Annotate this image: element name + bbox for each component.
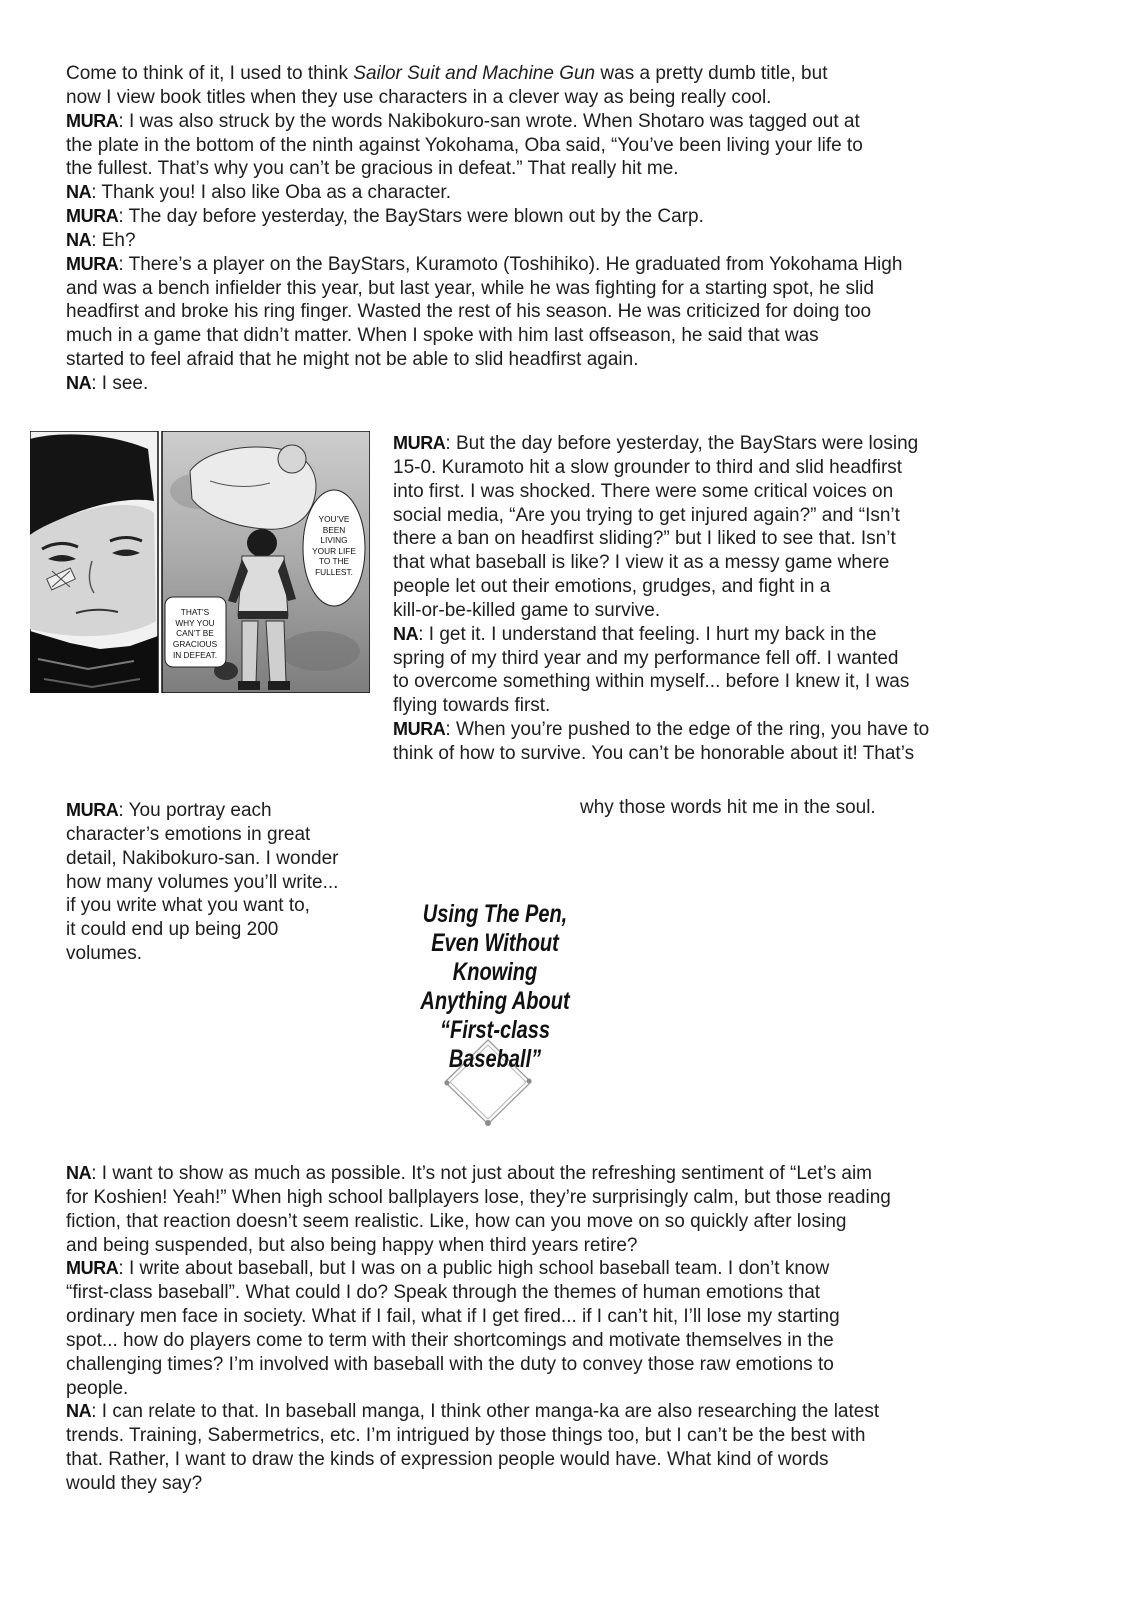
line-text: : You portray each bbox=[118, 800, 272, 821]
bottom-dialogue bbox=[66, 1162, 891, 1496]
text-line: to overcome something within myself... before I knew it, I was bbox=[393, 671, 910, 693]
line-text: was a pretty dumb title, but bbox=[595, 63, 828, 84]
speaker-label: NA bbox=[393, 623, 419, 644]
bubble-text: LIVING bbox=[320, 535, 348, 545]
text-line: volumes. bbox=[66, 943, 143, 965]
text-line bbox=[66, 62, 902, 86]
bubble-text: GRACIOUS bbox=[172, 639, 218, 649]
text-line: spot... how do players come to term with their shortcomings and motivate themselves in the bbox=[66, 1329, 834, 1351]
text-line: would they say? bbox=[66, 1472, 203, 1494]
line-text: : But the day before yesterday, the BayStars were losing bbox=[445, 433, 919, 454]
text-line bbox=[66, 229, 902, 253]
text-line: for Koshien! Yeah!” When high school ballplayers lose, they’re surprisingly calm, but those reading bbox=[66, 1186, 891, 1208]
bubble-text: YOU’VE bbox=[318, 514, 350, 524]
line-text: Come to think of it, I used to think bbox=[66, 63, 354, 84]
text-line: “first-class baseball”. What could I do? Speak through the themes of human emotions that bbox=[66, 1282, 821, 1304]
text-line bbox=[66, 1162, 891, 1186]
bubble-text: WHY YOU bbox=[175, 618, 215, 628]
text-line: the fullest. That’s why you can’t be gracious in defeat.” That really hit me. bbox=[66, 158, 679, 180]
text-line: there a ban on headfirst sliding?” but I liked to see that. Isn’t bbox=[393, 528, 896, 550]
speaker-label: NA bbox=[66, 1163, 92, 1183]
text-line: the plate in the bottom of the ninth against Yokohama, Oba said, “You’ve been living your life to bbox=[66, 134, 863, 156]
speaker-label: NA bbox=[66, 1401, 92, 1422]
book-title: Sailor Suit and Machine Gun bbox=[353, 63, 596, 84]
speaker-label: MURA bbox=[66, 1258, 119, 1279]
text-line bbox=[66, 110, 902, 134]
text-line: think of how to survive. You can’t be honorable about it! That’s bbox=[393, 742, 915, 764]
text-line bbox=[66, 253, 902, 277]
text-line bbox=[66, 205, 902, 229]
bubble-text: CAN’T BE bbox=[176, 628, 214, 638]
title-line: Knowing bbox=[452, 958, 538, 986]
line-text: : I want to show as much as possible. It’s not just about the refreshing sentiment of “Let’s aim bbox=[91, 1163, 873, 1184]
text-line: spring of my third year and my performance fell off. I wanted bbox=[393, 647, 899, 669]
title-line: Using The Pen, bbox=[422, 900, 568, 928]
text-line bbox=[393, 623, 929, 647]
text-line: how many volumes you’ll write... bbox=[66, 871, 339, 893]
line-text: : When you’re pushed to the edge of the ring, you have to bbox=[445, 719, 930, 741]
text-line bbox=[66, 372, 902, 396]
text-line: trends. Training, Sabermetrics, etc. I’m intrigued by those things too, but I can’t be the best with bbox=[66, 1425, 866, 1447]
speaker-label: MURA bbox=[66, 253, 119, 274]
speaker-label: MURA bbox=[393, 719, 446, 740]
text-line bbox=[393, 718, 929, 742]
line-text: : I see. bbox=[91, 372, 149, 394]
speaker-label: NA bbox=[66, 229, 92, 250]
speaker-label: MURA bbox=[66, 110, 119, 131]
line-text: : I write about baseball, but I was on a public high school baseball team. I don’t know bbox=[118, 1258, 830, 1280]
text-line: people let out their emotions, grudges, and fight in a bbox=[393, 576, 831, 598]
text-line: 15-0. Kuramoto hit a slow grounder to third and slid headfirst bbox=[393, 456, 903, 478]
speaker-label: MURA bbox=[66, 800, 119, 820]
text-line: social media, “Are you trying to get injured again?” and “Isn’t bbox=[393, 504, 900, 526]
text-line: challenging times? I’m involved with baseball with the duty to convey those raw emotions to bbox=[66, 1353, 834, 1375]
bubble-text: TO THE bbox=[318, 556, 350, 566]
manga-panel-image bbox=[30, 431, 370, 693]
text-line bbox=[393, 432, 929, 456]
text-line: detail, Nakibokuro-san. I wonder bbox=[66, 847, 339, 869]
text-line: character’s emotions in great bbox=[66, 823, 311, 845]
speaker-label: MURA bbox=[393, 433, 446, 453]
left-column-dialogue bbox=[66, 799, 338, 966]
text-line: and was a bench infielder this year, but last year, while he was fighting for a starting spot, he slid bbox=[66, 277, 874, 299]
text-line bbox=[66, 799, 338, 823]
text-line: headfirst and broke his ring finger. Wasted the rest of his season. He was criticized for doing too bbox=[66, 301, 872, 323]
title-line: Even Without bbox=[431, 929, 559, 957]
text-line: now I view book titles when they use characters in a clever way as being really cool. bbox=[66, 86, 772, 108]
continuation-line: why those words hit me in the soul. bbox=[580, 797, 876, 818]
line-text: : There’s a player on the BayStars, Kuramoto (Toshihiko). He graduated from Yokohama High bbox=[118, 253, 903, 275]
speaker-label: NA bbox=[66, 372, 92, 393]
line-text: : I get it. I understand that feeling. I hurt my back in the bbox=[418, 623, 877, 645]
line-text: : The day before yesterday, the BayStars were blown out by the Carp. bbox=[118, 206, 704, 228]
right-column-dialogue bbox=[393, 432, 929, 766]
title-line: “First-class bbox=[439, 1016, 551, 1044]
text-line: much in a game that didn’t matter. When I spoke with him last offseason, he said that was bbox=[66, 325, 819, 347]
speaker-label: NA bbox=[66, 182, 92, 203]
section-title bbox=[415, 900, 575, 1074]
text-line bbox=[66, 181, 902, 205]
line-text: : I was also struck by the words Nakibokuro-san wrote. When Shotaro was tagged out at bbox=[118, 110, 860, 132]
bubble-text: YOUR LIFE bbox=[312, 546, 356, 556]
text-line: ordinary men face in society. What if I fail, what if I get fired... if I can’t hit, I’ll lose my starting bbox=[66, 1306, 840, 1328]
text-line bbox=[66, 1400, 891, 1424]
text-line: that. Rather, I want to draw the kinds of expression people would have. What kind of words bbox=[66, 1449, 829, 1471]
text-line: and being suspended, but also being happy when third years retire? bbox=[66, 1234, 638, 1256]
text-line: fiction, that reaction doesn’t seem realistic. Like, how can you move on so quickly after losing bbox=[66, 1210, 847, 1232]
text-line: people. bbox=[66, 1377, 129, 1399]
text-line: that what baseball is like? I view it as a messy game where bbox=[393, 552, 890, 574]
speaker-label: MURA bbox=[66, 206, 119, 227]
title-line: Baseball” bbox=[448, 1045, 542, 1073]
text-line: kill-or-be-killed game to survive. bbox=[393, 599, 661, 621]
text-line: if you write what you want to, bbox=[66, 895, 310, 917]
bubble-text: IN DEFEAT. bbox=[172, 650, 218, 660]
bubble-text: THAT’S bbox=[180, 607, 210, 617]
text-line: started to feel afraid that he might not be able to slid headfirst again. bbox=[66, 349, 639, 371]
text-line: flying towards first. bbox=[393, 695, 551, 717]
text-line: into first. I was shocked. There were some critical voices on bbox=[393, 480, 894, 502]
line-text: : Thank you! I also like Oba as a character. bbox=[91, 182, 451, 204]
text-line: it could end up being 200 bbox=[66, 919, 279, 941]
manga-panel-left bbox=[30, 431, 158, 693]
line-text: : I can relate to that. In baseball manga, I think other manga-ka are also researching the latest bbox=[91, 1401, 880, 1423]
text-line bbox=[66, 1257, 891, 1281]
line-text: : Eh? bbox=[91, 229, 136, 251]
bubble-text: FULLEST. bbox=[315, 567, 353, 577]
manga-panel-right bbox=[162, 431, 370, 693]
title-line: Anything About bbox=[420, 987, 570, 1015]
top-dialogue bbox=[66, 62, 902, 396]
bubble-text: BEEN bbox=[322, 525, 346, 535]
